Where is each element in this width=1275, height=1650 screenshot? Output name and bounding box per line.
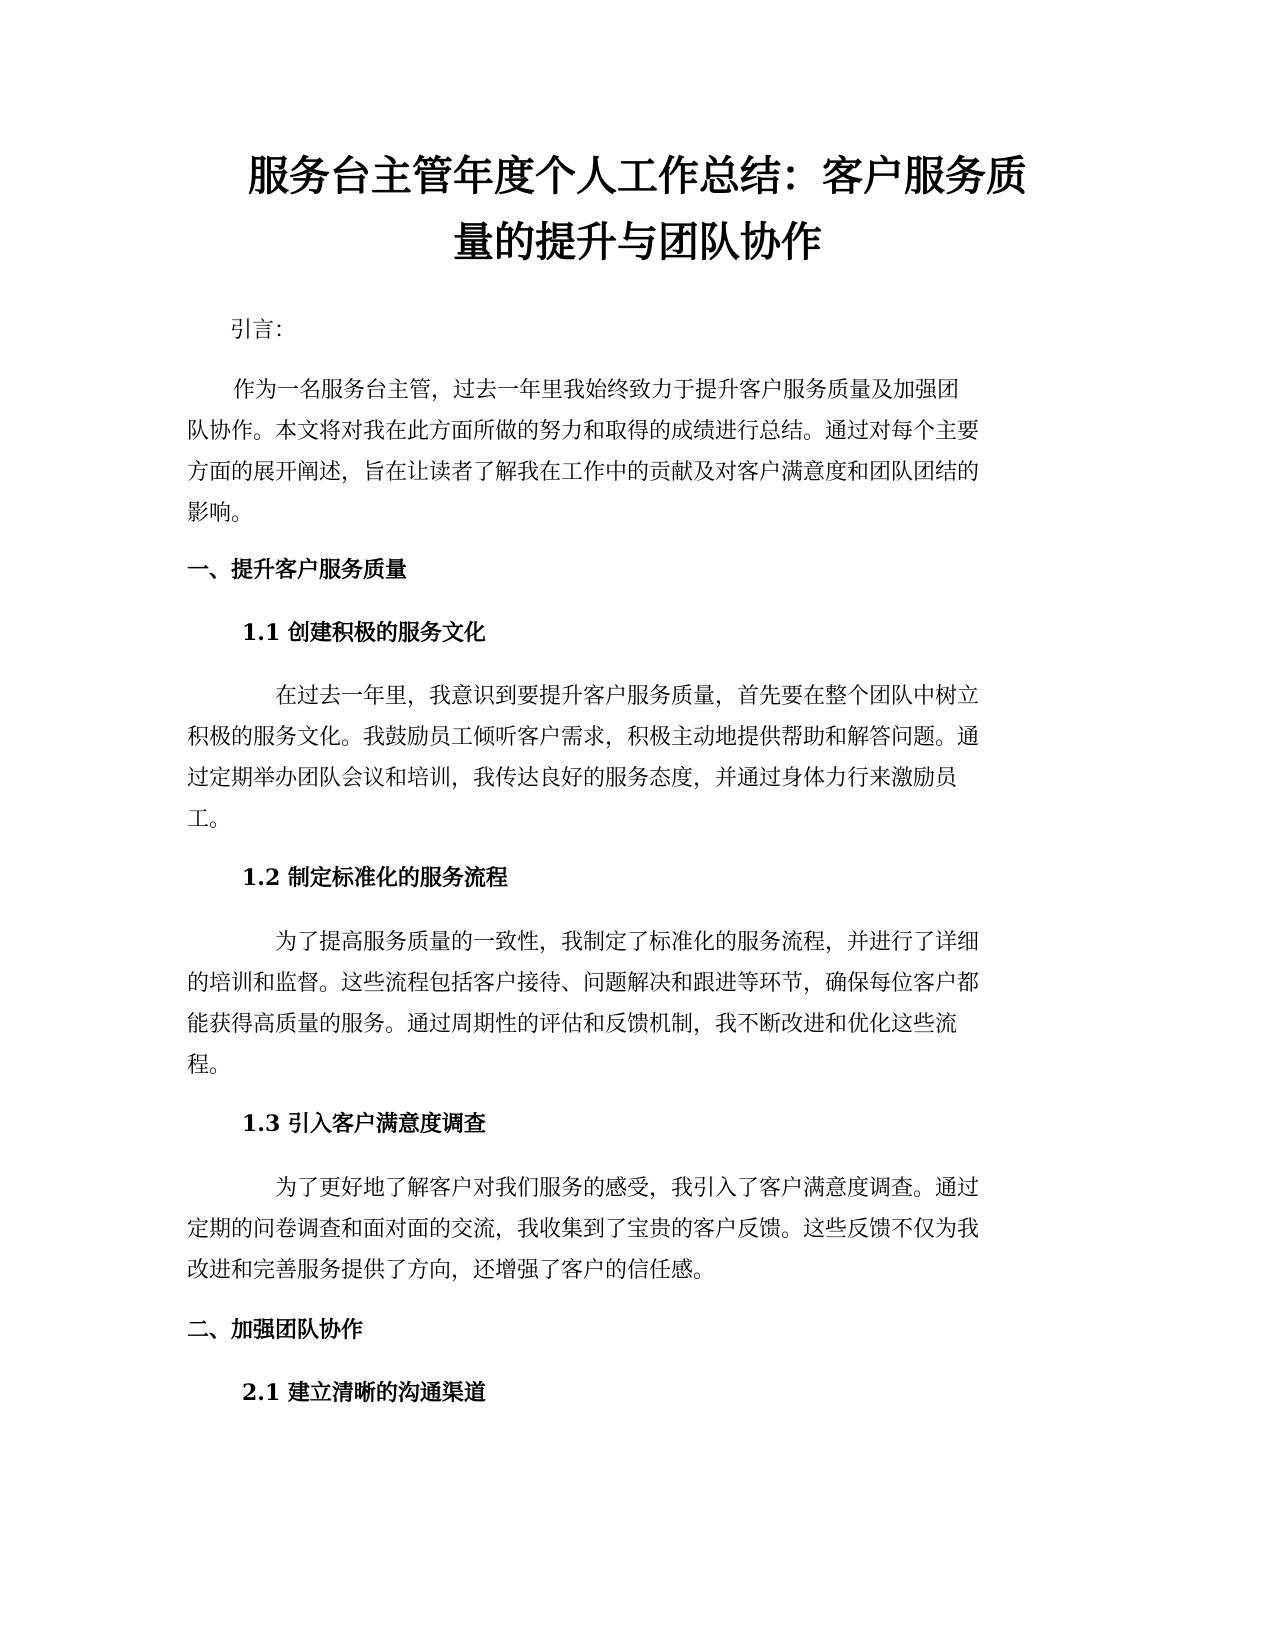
section-1-2-heading: 1.2 制定标准化的服务流程 bbox=[242, 865, 508, 891]
section-1-2-paragraph bbox=[187, 922, 1087, 1086]
document-title bbox=[175, 143, 1100, 275]
section-2-1-heading: 2.1 建立清晰的沟通渠道 bbox=[242, 1380, 486, 1406]
title-line-2: 量的提升与团队协作 bbox=[453, 218, 822, 266]
section-1-1-line-3: 过定期举办团队会议和培训，我传达良好的服务态度，并通过身体力行来激励员 bbox=[187, 766, 958, 791]
section-1-2-line-2: 的培训和监督。这些流程包括客户接待、问题解决和跟进等环节，确保每位客户都 bbox=[187, 971, 980, 996]
section-1-3-line-2: 定期的问卷调查和面对面的交流，我收集到了宝贵的客户反馈。这些反馈不仅为我 bbox=[187, 1217, 980, 1242]
section-1-1-heading: 1.1 创建积极的服务文化 bbox=[242, 620, 486, 646]
title-line-1: 服务台主管年度个人工作总结：客户服务质 bbox=[248, 152, 1027, 200]
section-1-heading: 一、提升客户服务质量 bbox=[187, 558, 408, 583]
section-1-3-heading: 1.3 引入客户满意度调查 bbox=[242, 1111, 486, 1137]
intro-paragraph bbox=[187, 370, 1087, 534]
section-2-heading: 二、加强团队协作 bbox=[187, 1318, 364, 1343]
section-1-2-line-4: 程。 bbox=[187, 1053, 232, 1078]
section-1-1-paragraph bbox=[187, 676, 1087, 840]
section-1-3-line-3: 改进和完善服务提供了方向，还增强了客户的信任感。 bbox=[187, 1258, 716, 1283]
section-1-1-line-2: 积极的服务文化。我鼓励员工倾听客户需求，积极主动地提供帮助和解答问题。通 bbox=[187, 725, 980, 750]
section-1-1-line-1: 在过去一年里，我意识到要提升客户服务质量，首先要在整个团队中树立 bbox=[275, 684, 980, 709]
intro-label: 引言： bbox=[230, 318, 297, 343]
intro-line-1: 作为一名服务台主管，过去一年里我始终致力于提升客户服务质量及加强团 bbox=[233, 378, 960, 403]
intro-line-2: 队协作。本文将对我在此方面所做的努力和取得的成绩进行总结。通过对每个主要 bbox=[187, 419, 980, 444]
intro-line-4: 影响。 bbox=[187, 501, 254, 526]
section-1-3-line-1: 为了更好地了解客户对我们服务的感受，我引入了客户满意度调查。通过 bbox=[275, 1176, 980, 1201]
section-1-1-line-4: 工。 bbox=[187, 807, 232, 832]
section-1-2-line-3: 能获得高质量的服务。通过周期性的评估和反馈机制，我不断改进和优化这些流 bbox=[187, 1012, 958, 1037]
intro-line-3: 方面的展开阐述，旨在让读者了解我在工作中的贡献及对客户满意度和团队团结的 bbox=[187, 460, 980, 485]
section-1-2-line-1: 为了提高服务质量的一致性，我制定了标准化的服务流程，并进行了详细 bbox=[275, 930, 980, 955]
section-1-3-paragraph bbox=[187, 1168, 1087, 1291]
